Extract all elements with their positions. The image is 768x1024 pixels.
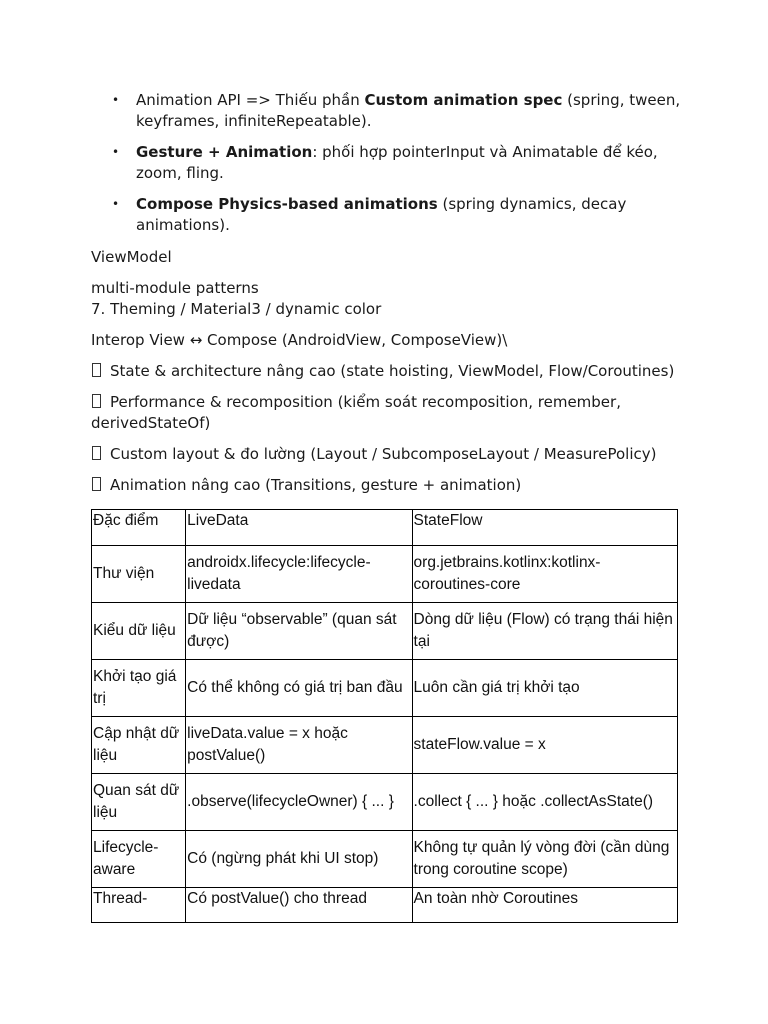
bullet-icon: • bbox=[112, 145, 120, 159]
list-item: • Animation API => Thiếu phần Custom animation spec (spring, tween, keyframes, infiniteRepeatable). bbox=[112, 91, 681, 130]
table-cell: liveData.value = x hoặc postValue() bbox=[186, 717, 412, 774]
table-cell: Khởi tạo giá trị bbox=[92, 660, 186, 717]
table-cell: Kiểu dữ liệu bbox=[92, 603, 186, 660]
list-item: • Gesture + Animation: phối hợp pointerInput và Animatable để kéo, zoom, fling. bbox=[112, 143, 658, 182]
table-header-cell: StateFlow bbox=[412, 510, 677, 546]
table-row bbox=[92, 717, 678, 774]
table-cell: .collect { ... } hoặc .collectAsState() bbox=[412, 774, 677, 831]
table-cell: Lifecycle-aware bbox=[92, 831, 186, 888]
document-body bbox=[91, 90, 681, 496]
table-cell: Thread- bbox=[92, 888, 186, 923]
table-row bbox=[92, 546, 678, 603]
table-row bbox=[92, 603, 678, 660]
table-cell: Có (ngừng phát khi UI stop) bbox=[186, 831, 412, 888]
interop-line: Interop View ↔ Compose (AndroidView, ComposeView)\ bbox=[91, 331, 508, 349]
animation-bullet-list bbox=[91, 90, 681, 236]
topic-item: Performance & recomposition (kiểm soát recomposition, remember, derivedStateOf) bbox=[91, 393, 621, 432]
topic-item: Animation nâng cao (Transitions, gesture + animation) bbox=[91, 475, 681, 496]
table-header-cell: LiveData bbox=[186, 510, 412, 546]
table-cell: Dữ liệu “observable” (quan sát được) bbox=[186, 603, 412, 660]
topic-item: State & architecture nâng cao (state hoisting, ViewModel, Flow/Coroutines) bbox=[91, 361, 681, 382]
livedata-vs-stateflow-table bbox=[91, 509, 678, 923]
table-row bbox=[92, 774, 678, 831]
missing-glyph-icon bbox=[92, 363, 101, 377]
table-cell: Thư viện bbox=[92, 546, 186, 603]
table-cell: Cập nhật dữ liệu bbox=[92, 717, 186, 774]
table-cell: Luôn cần giá trị khởi tạo bbox=[412, 660, 677, 717]
table-row bbox=[92, 831, 678, 888]
table-row bbox=[92, 888, 678, 923]
table-header-cell: Đặc điểm bbox=[92, 510, 186, 546]
table-cell: Dòng dữ liệu (Flow) có trạng thái hiện tại bbox=[412, 603, 677, 660]
theming-line: 7. Theming / Material3 / dynamic color bbox=[91, 300, 382, 318]
table-cell: .observe(lifecycleOwner) { ... } bbox=[186, 774, 412, 831]
table-cell: stateFlow.value = x bbox=[412, 717, 677, 774]
missing-glyph-icon bbox=[92, 394, 101, 408]
table-row bbox=[92, 660, 678, 717]
table-cell: org.jetbrains.kotlinx:kotlinx-coroutines-core bbox=[412, 546, 677, 603]
bullet-icon: • bbox=[112, 93, 120, 107]
table-cell: Có thể không có giá trị ban đầu bbox=[186, 660, 412, 717]
missing-glyph-icon bbox=[92, 477, 101, 491]
table-cell: Có postValue() cho thread bbox=[186, 888, 412, 923]
table-header-row bbox=[92, 510, 678, 546]
table-cell: Quan sát dữ liệu bbox=[92, 774, 186, 831]
list-item: • Compose Physics-based animations (spring dynamics, decay animations). bbox=[112, 195, 627, 234]
missing-glyph-icon bbox=[92, 446, 101, 460]
table-cell: Không tự quản lý vòng đời (cần dùng trong coroutine scope) bbox=[412, 831, 677, 888]
multimodule-line: multi-module patterns bbox=[91, 279, 259, 297]
topic-item: Custom layout & đo lường (Layout / SubcomposeLayout / MeasurePolicy) bbox=[91, 444, 681, 465]
viewmodel-line: ViewModel bbox=[91, 248, 172, 266]
bullet-icon: • bbox=[112, 197, 120, 211]
table-cell: An toàn nhờ Coroutines bbox=[412, 888, 677, 923]
table-cell: androidx.lifecycle:lifecycle-livedata bbox=[186, 546, 412, 603]
